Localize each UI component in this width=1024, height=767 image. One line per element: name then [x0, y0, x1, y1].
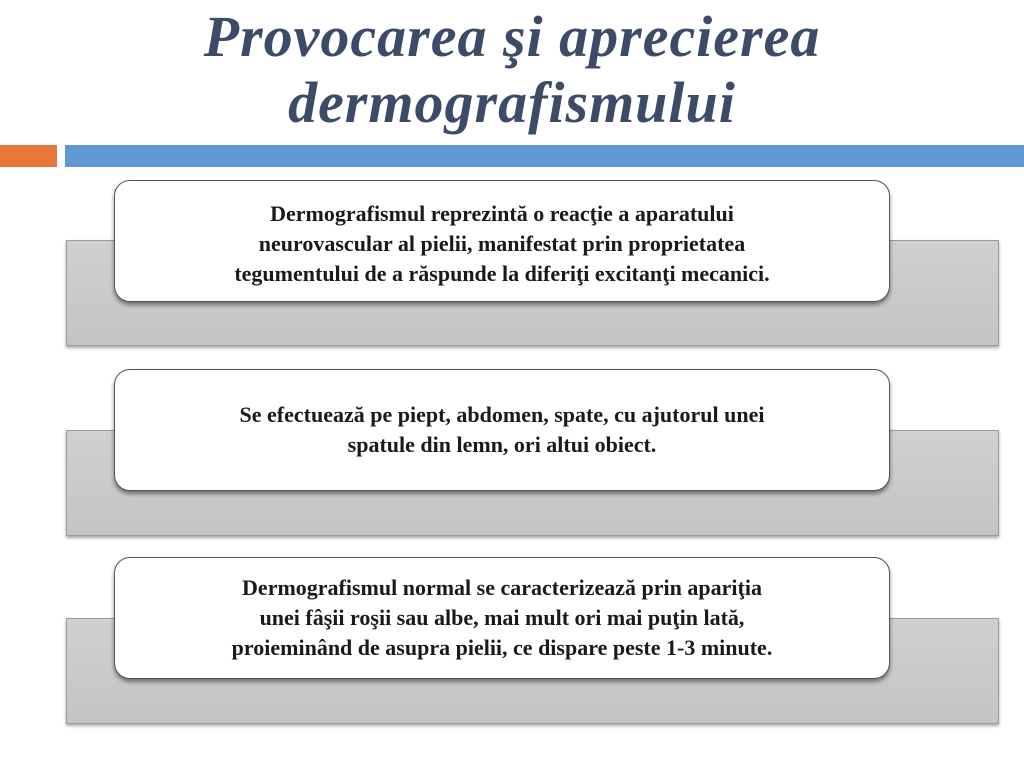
- info-card-1: [114, 180, 890, 302]
- info-card-3: [114, 557, 890, 679]
- info-card-1-text: Dermografismul reprezintă o reacţie a aparatului neurovascular al pielii, manifestat prin proprietatea tegumentului de a răspunde la diferiţi excitanţi mecanici.: [234, 201, 770, 286]
- accent-bar-blue: [65, 145, 1024, 167]
- info-card-2: [114, 369, 890, 491]
- accent-bar-orange: [0, 145, 57, 167]
- info-card-3-text: Dermografismul normal se caracterizează prin apariţia unei fâşii roşii sau albe, mai mult ori mai puţin lată, proieminând de asupra pielii, ce dispare peste 1-3 minute.: [231, 575, 773, 660]
- info-card-2-text: Se efectuează pe piept, abdomen, spate, cu ajutorul unei spatule din lemn, ori altui obiect.: [239, 402, 765, 457]
- slide-title-line-2: dermografismului: [288, 70, 736, 135]
- slide-title-line-1: Provocarea şi aprecierea: [203, 4, 821, 69]
- slide-title: [0, 4, 1024, 136]
